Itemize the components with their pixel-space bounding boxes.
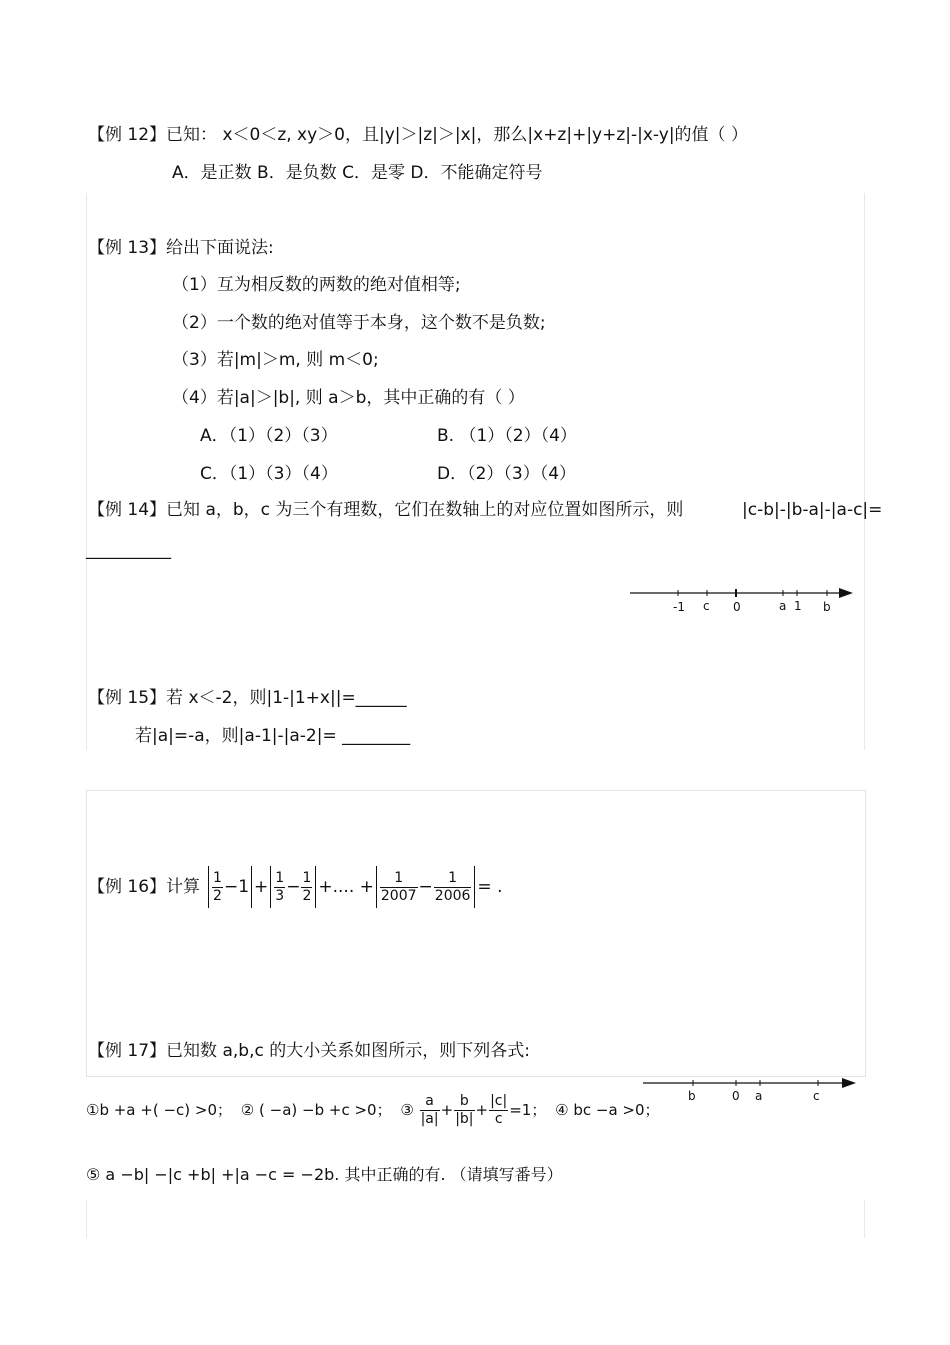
frame-line-right-bottom (864, 1200, 865, 1238)
ellipsis-plus: +.... + (318, 877, 374, 897)
ex12-options: A．是正数 B．是负数 C．是零 D．不能确定符号 (172, 163, 543, 183)
ex14-stem (88, 499, 683, 521)
ex13-option-b: B. （1）（2）（4） (437, 426, 577, 446)
abs-bar (474, 866, 475, 908)
ex17-expr-1: ①b +a +( −c) >0； (86, 1101, 233, 1119)
ex17-expr-3 (400, 1093, 551, 1127)
fraction: $\frac{1}{2007}$ (380, 869, 417, 904)
ex14-axis-arrow (839, 588, 853, 598)
ex14-label-0: 0 (733, 600, 741, 614)
fraction: $\frac{1}{3}$ (275, 869, 285, 904)
ex17-expr-5: ⑤ a −b| −|c +b| +|a −c = −2b (86, 1165, 335, 1184)
frame-line-left-top (86, 193, 87, 750)
ex17-text: 已知数 a,b,c 的大小关系如图所示，则下列各式: (166, 1041, 530, 1061)
abs-bar (270, 866, 271, 908)
ex14-number-line (625, 582, 860, 616)
ex17-label-0: 0 (732, 1089, 740, 1103)
ex13-stem (88, 237, 274, 259)
fraction: $\frac{1}{2006}$ (434, 869, 471, 904)
frame-line-left-bottom (86, 1200, 87, 1238)
frame-line-right-top (864, 193, 865, 750)
ex13-text: 给出下面说法: (166, 238, 274, 258)
ex17-expr-5-line (86, 1164, 563, 1186)
ex17-label-c: c (813, 1089, 820, 1103)
ex14-label-c: c (703, 599, 710, 613)
ex14-answer-blank: __________ (86, 540, 171, 560)
abs-bar (251, 866, 252, 908)
ex17-axis-arrow (842, 1078, 856, 1088)
minus-sign: − (286, 877, 301, 897)
ex16-label: 【例 16】 (88, 877, 167, 897)
ex17-expr-5-tail: . 其中正确的有. （请填写番号） (334, 1165, 563, 1184)
plus-sign: + (475, 1101, 489, 1119)
ex12-stem (88, 124, 748, 146)
ex17-expressions-row (86, 1093, 660, 1128)
ex13-option-d: D．（2）（3）（4） (437, 464, 577, 484)
ex17-label-a: a (755, 1089, 763, 1103)
ex13-option-a: A．（1）（2）（3） (200, 426, 338, 446)
abs-bar (376, 866, 377, 908)
fraction: $\frac{a}{|a|}$ (420, 1093, 439, 1127)
ex15-label: 【例 15】 (88, 688, 167, 708)
ex16-calc: 计算 (166, 877, 201, 897)
equals-tail: = . (477, 877, 503, 897)
ex13-item-4: （4）若|a|＞|b|, 则 a＞b，其中正确的有（ ） (172, 388, 525, 408)
ex16-formula (88, 866, 502, 908)
ex14-label-b: b (823, 600, 831, 614)
plus-sign: + (440, 1101, 454, 1119)
ex15-line-2: 若|a|=-a，则|a-1|-|a-2|= ________ (135, 726, 411, 746)
plus-sign: + (254, 877, 269, 897)
ex14-label: 【例 14】 (88, 500, 167, 520)
ex17-label: 【例 17】 (88, 1041, 167, 1061)
fraction: $\frac{b}{|b|}$ (455, 1093, 474, 1127)
frame-box-middle (86, 790, 866, 1077)
fraction: $\frac{1}{2}$ (213, 869, 222, 904)
ex15-line-1 (88, 687, 407, 709)
ex17-label-b: b (688, 1089, 696, 1103)
ex12-text: 已知： x＜0＜z, xy＞0，且|y|＞|z|＞|x|，那么|x+z|+|y+z|-|x-y|的值（ ） (166, 125, 748, 145)
ex14-label-neg1: -1 (673, 600, 685, 614)
fraction: $\frac{1}{2}$ (302, 869, 312, 904)
ex15-text-1: 若 x＜-2，则|1-|1+x||=______ (166, 688, 407, 708)
ex13-item-1: （1）互为相反数的两数的绝对值相等; (172, 275, 461, 295)
ex13-item-2: （2）一个数的绝对值等于本身，这个数不是负数; (172, 313, 546, 333)
fraction: $\frac{|c|}{c}$ (490, 1093, 508, 1127)
ex14-expression: |c-b|-|b-a|-|a-c|= (742, 500, 883, 520)
ex17-stem (88, 1040, 530, 1062)
ex17-expr-2: ② ( −a) −b +c >0； (240, 1101, 392, 1119)
equals-one: =1； (509, 1101, 547, 1119)
ex17-expr-4: ④ bc −a >0； (555, 1101, 660, 1119)
term-minus-one: −1 (223, 877, 250, 897)
abs-bar (315, 866, 316, 908)
circle-3: ③ (400, 1101, 414, 1119)
ex13-item-3: （3）若|m|＞m, 则 m＜0; (172, 350, 379, 370)
abs-bar (208, 866, 209, 908)
ex14-label-a: a (779, 599, 787, 613)
ex13-label: 【例 13】 (88, 238, 167, 258)
ex13-option-c: C．（1）（3）（4） (200, 464, 338, 484)
ex17-number-line (638, 1073, 860, 1107)
ex12-label: 【例 12】 (88, 125, 167, 145)
ex14-text: 已知 a，b，c 为三个有理数，它们在数轴上的对应位置如图所示，则 (166, 500, 684, 520)
ex14-label-1: 1 (794, 599, 802, 613)
minus-sign: − (418, 877, 433, 897)
